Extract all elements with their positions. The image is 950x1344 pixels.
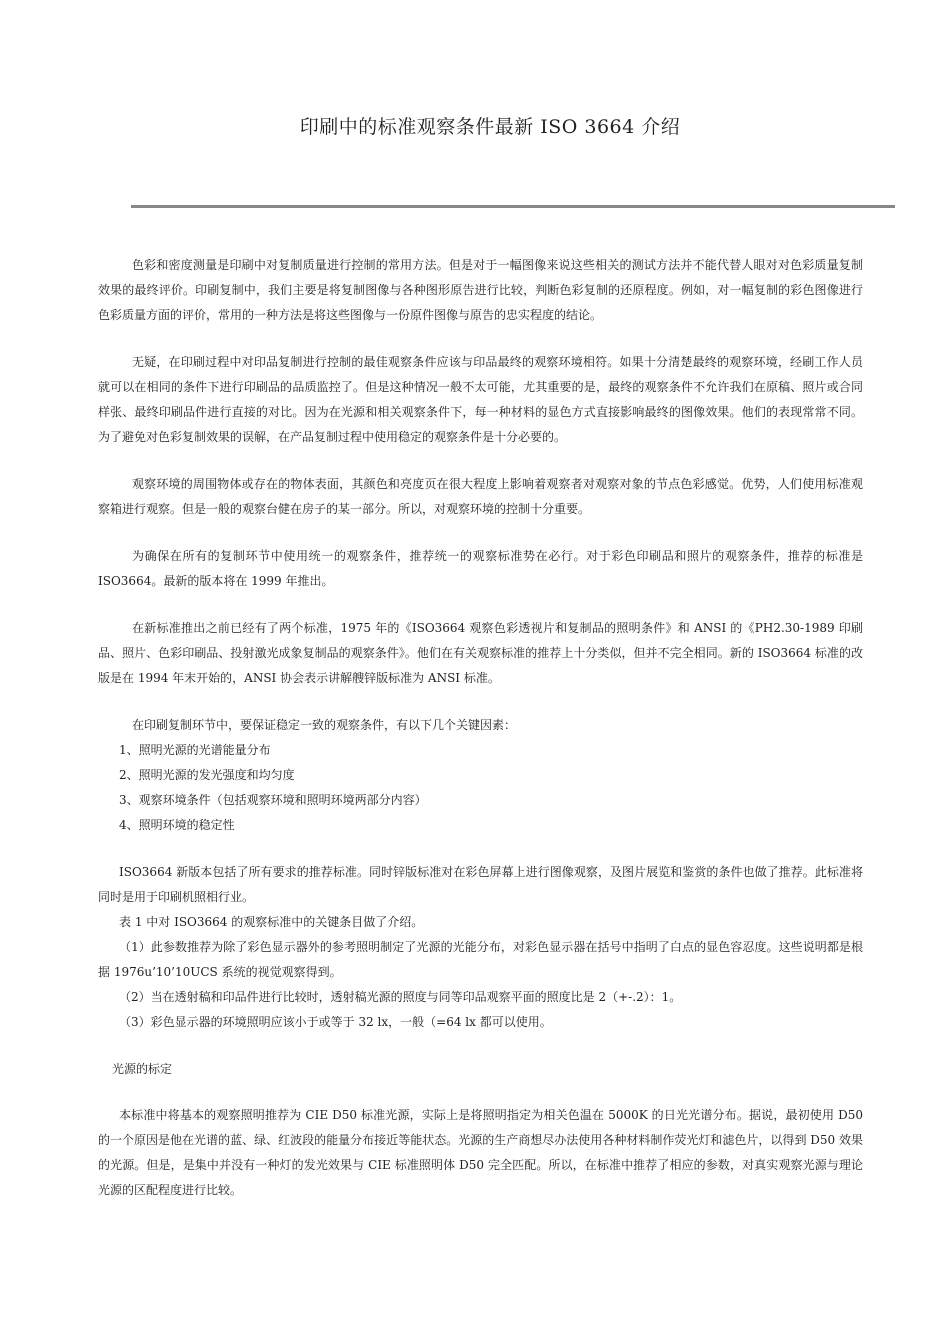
factor-item: 4、照明环境的稳定性	[119, 818, 235, 832]
paragraph-standard: 为确保在所有的复制环节中使用统一的观察条件，推荐统一的观察标准势在必行。对于彩色印刷品和照片的观察条件，推荐的标准是 ISO3664。最新的版本将在 1999 年推出。	[98, 549, 863, 588]
note-item: （1）此参数推荐为除了彩色显示器外的参考照明制定了光源的光能分布，对彩色显示器在括号中指明了白点的显色容忍度。这些说明都是根据 1976u’10’10UCS 系统的视觉观察得到。	[98, 940, 863, 979]
paragraph-previous-standards: 在新标准推出之前已经有了两个标准，1975 年的《ISO3664 观察色彩透视片和复制品的照明条件》和 ANSI 的《PH2.30-1989 印刷品、照片、色彩印刷品、投射激光成象复制品的观察条件》。他们在有关观察标准的推荐上十分类似，但并不完全相同。新的 ISO3664 标准的改版是在 1994 年末开始的，ANSI 协会表示讲解艘锌版标准为 ANSI 标准。	[98, 621, 863, 685]
spacer	[98, 1035, 863, 1057]
note-item: （2）当在透射稿和印品件进行比较时，透射稿光源的照度与同等印品观察平面的照度比是 2（+-.2）：1。	[119, 990, 682, 1004]
paragraph-viewing-conditions: 无疑，在印刷过程中对印品复制进行控制的最佳观察条件应该与印品最终的观察环境相符。如果十分清楚最终的观察环境，经刷工作人员就可以在相同的条件下进行印刷品的品质监控了。但是这种情况一般不太可能，尤其重要的是，最终的观察条件不允许我们在原稿、照片或合同样张、最终印刷品件进行直接的对比。因为在光源和相关观察条件下，每一种材料的显色方式直接影响最终的图像效果。他们的表现常常不同。为了避免对色彩复制效果的误解，在产品复制过程中使用稳定的观察条件是十分必要的。	[98, 355, 863, 444]
factors-intro: 在印刷复制环节中，要保证稳定一致的观察条件，有以下几个关键因素：	[132, 718, 517, 732]
spacer	[98, 838, 863, 860]
note-item: （3）彩色显示器的环境照明应该小于或等于 32 lx，一般（=64 lx 都可以使用。	[119, 1015, 552, 1029]
section-heading: 光源的标定	[112, 1062, 173, 1076]
paragraph-intro: 色彩和密度测量是印刷中对复制质量进行控制的常用方法。但是对于一幅图像来说这些相关的测试方法并不能代替人眼对对色彩质量复制效果的最终评价。印刷复制中，我们主要是将复制图像与各种图形原告进行比较，判断色彩复制的还原程度。例如，对一幅复制的彩色图像进行色彩质量方面的评价，常用的一种方法是将这些图像与一份原件图像与原告的忠实程度的结论。	[98, 258, 863, 322]
table-intro: 表 1 中对 ISO3664 的观察标准中的关键条目做了介绍。	[119, 915, 424, 929]
title-divider	[131, 205, 895, 208]
factor-item: 1、照明光源的光谱能量分布	[119, 743, 271, 757]
paragraph-light-source: 本标准中将基本的观察照明推荐为 CIE D50 标准光源，实际上是将照明指定为相关色温在 5000K 的日光光谱分布。据说，最初使用 D50 的一个原因是他在光谱的蓝、绿、红波段的能量分布接近等能状态。光源的生产商想尽办法使用各种材料制作荧光灯和滤色片，以得到 D50 效果的光源。但是，是集中并没有一种灯的发光效果与 CIE 标准照明体 D50 完全匹配。所以，在标准中推荐了相应的参数，对真实观察光源与理论光源的区配程度进行比较。	[98, 1108, 863, 1197]
paragraph-new-version: ISO3664 新版本包括了所有要求的推荐标准。同时锌版标准对在彩色屏幕上进行图像观察，及图片展览和鉴赏的条件也做了推荐。此标准将同时是用于印刷机照相行业。	[98, 865, 863, 904]
paragraph-environment: 观察环境的周围物体或存在的物体表面，其颜色和亮度页在很大程度上影响着观察者对观察对象的节点色彩感觉。优势，人们使用标准观察箱进行观察。但是一般的观察台健在房子的某一部分。所以，对观察环境的控制十分重要。	[98, 477, 863, 516]
page-title: 印刷中的标准观察条件最新 ISO 3664 介绍	[299, 116, 681, 138]
factor-item: 2、照明光源的发光强度和均匀度	[119, 768, 295, 782]
document-body	[98, 253, 863, 1203]
factor-item: 3、观察环境条件（包括观察环境和照明环境两部分内容）	[119, 793, 427, 807]
